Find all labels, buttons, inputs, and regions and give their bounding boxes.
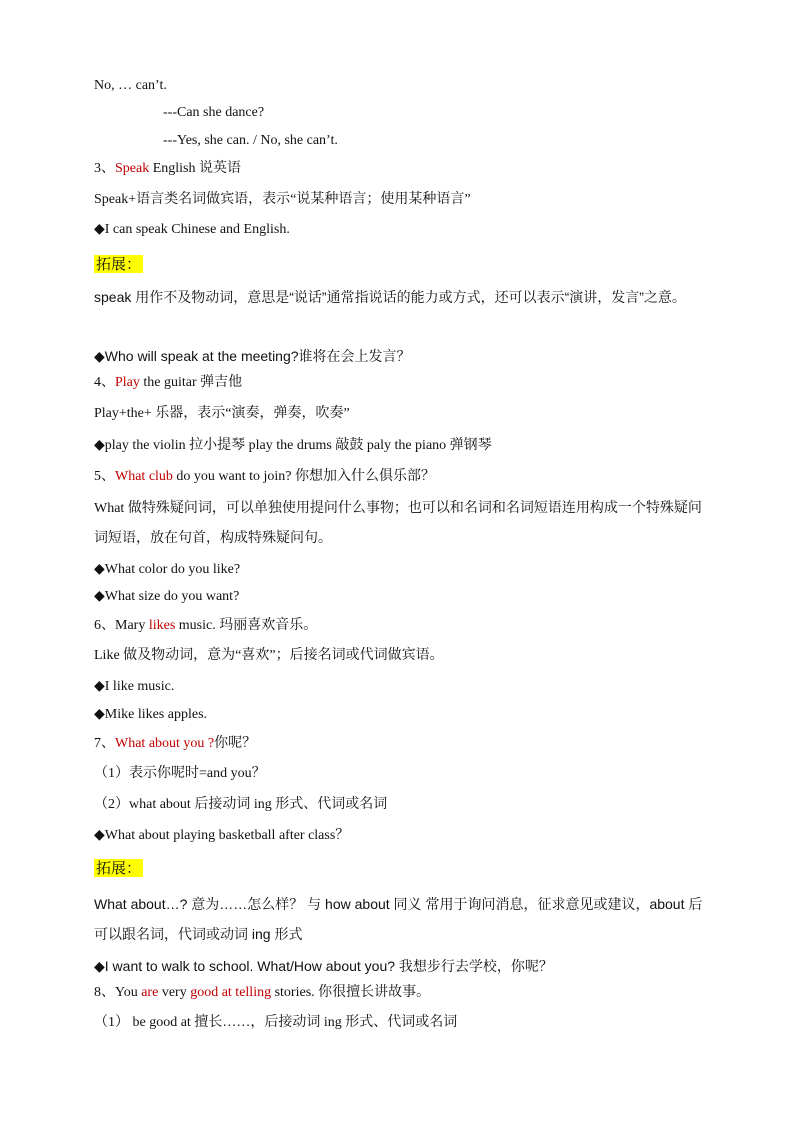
numbered-heading bbox=[94, 617, 317, 635]
heading-text: 6、Mary bbox=[94, 618, 149, 633]
numbered-heading bbox=[94, 984, 430, 1002]
text-line: Play+the+ 乐器，表示“演奏，弹奏，吹奏” bbox=[94, 406, 350, 421]
example-sentence: ◆I like music. bbox=[94, 679, 175, 694]
highlighted-phrase: Play bbox=[115, 375, 140, 390]
example-sentence: ◆play the violin 拉小提琴 play the drums 敲鼓 paly the piano 弹钢琴 bbox=[94, 438, 492, 453]
text-line: （1）表示你呢时=and you？ bbox=[94, 766, 266, 781]
heading-text: English 说英语 bbox=[149, 161, 241, 176]
heading-text: 8、You bbox=[94, 985, 142, 1000]
highlighted-phrase: good at telling bbox=[190, 985, 272, 1000]
paragraph: speak 用作不及物动词，意思是“说话”通常指说话的能力或方式，还可以表示“演讲，发言”之意。 bbox=[94, 289, 686, 305]
text-line: Speak+语言类名词做宾语，表示“说某种语言；使用某种语言” bbox=[94, 192, 471, 207]
example-sentence: ◆What about playing basketball after class？ bbox=[94, 828, 350, 843]
highlighted-phrase: likes bbox=[148, 618, 176, 633]
paragraph: What 做特殊疑问词，可以单独使用提问什么事物；也可以和名词和名词短语连用构成一个特殊疑问词短语，放在句首，构成特殊疑问句。 bbox=[94, 501, 702, 546]
example-sentence: ◆I can speak Chinese and English. bbox=[94, 222, 290, 237]
numbered-heading bbox=[94, 160, 241, 178]
extension-highlight: 拓展： bbox=[96, 255, 142, 273]
heading-number: 3、 bbox=[94, 161, 115, 176]
text-line: No, … can’t. bbox=[94, 78, 167, 93]
heading-text: very bbox=[158, 985, 191, 1000]
example-sentence: ◆What color do you like? bbox=[94, 562, 241, 577]
extension-label bbox=[94, 859, 143, 877]
extension-highlight: 拓展： bbox=[96, 859, 142, 877]
numbered-heading bbox=[94, 735, 256, 753]
numbered-heading bbox=[94, 468, 435, 486]
numbered-heading bbox=[94, 374, 242, 392]
heading-text: do you want to join? 你想加入什么俱乐部？ bbox=[172, 469, 436, 484]
highlighted-phrase: What club bbox=[115, 469, 173, 484]
text-line: （1） be good at 擅长……，后接动词 ing 形式、代词或名词 bbox=[94, 1015, 458, 1030]
example-sentence: ◆What size do you want? bbox=[94, 589, 240, 604]
paragraph: What about…? 意为……怎么样？ 与 how about 同义 常用于询问消息，征求意见或建议，about 后可以跟名词，代词或动词 ing 形式 bbox=[94, 896, 703, 942]
heading-text: music. 玛丽喜欢音乐。 bbox=[175, 618, 318, 633]
example-sentence: ◆Mike likes apples. bbox=[94, 707, 208, 722]
text-line: ---Can she dance? bbox=[163, 105, 265, 120]
heading-text: the guitar 弹吉他 bbox=[139, 375, 243, 390]
highlighted-phrase: Speak bbox=[115, 161, 150, 176]
heading-number: 4、 bbox=[94, 375, 115, 390]
text-line: ---Yes, she can. / No, she can’t. bbox=[163, 133, 338, 148]
heading-text: 你呢？ bbox=[214, 736, 257, 751]
heading-number: 7、 bbox=[94, 736, 115, 751]
text-line: （2）what about 后接动词 ing 形式、代词或名词 bbox=[94, 797, 388, 812]
highlighted-phrase: are bbox=[141, 985, 159, 1000]
highlighted-phrase: What about you ? bbox=[115, 736, 215, 751]
example-sentence: ◆Who will speak at the meeting?谁将在会上发言？ bbox=[94, 348, 411, 364]
example-sentence: ◆I want to walk to school. What/How about you? 我想步行去学校，你呢？ bbox=[94, 958, 553, 974]
extension-label bbox=[94, 255, 143, 273]
heading-number: 5、 bbox=[94, 469, 115, 484]
heading-text: stories. 你很擅长讲故事。 bbox=[271, 985, 431, 1000]
text-line: Like 做及物动词，意为“喜欢”；后接名词或代词做宾语。 bbox=[94, 648, 444, 663]
